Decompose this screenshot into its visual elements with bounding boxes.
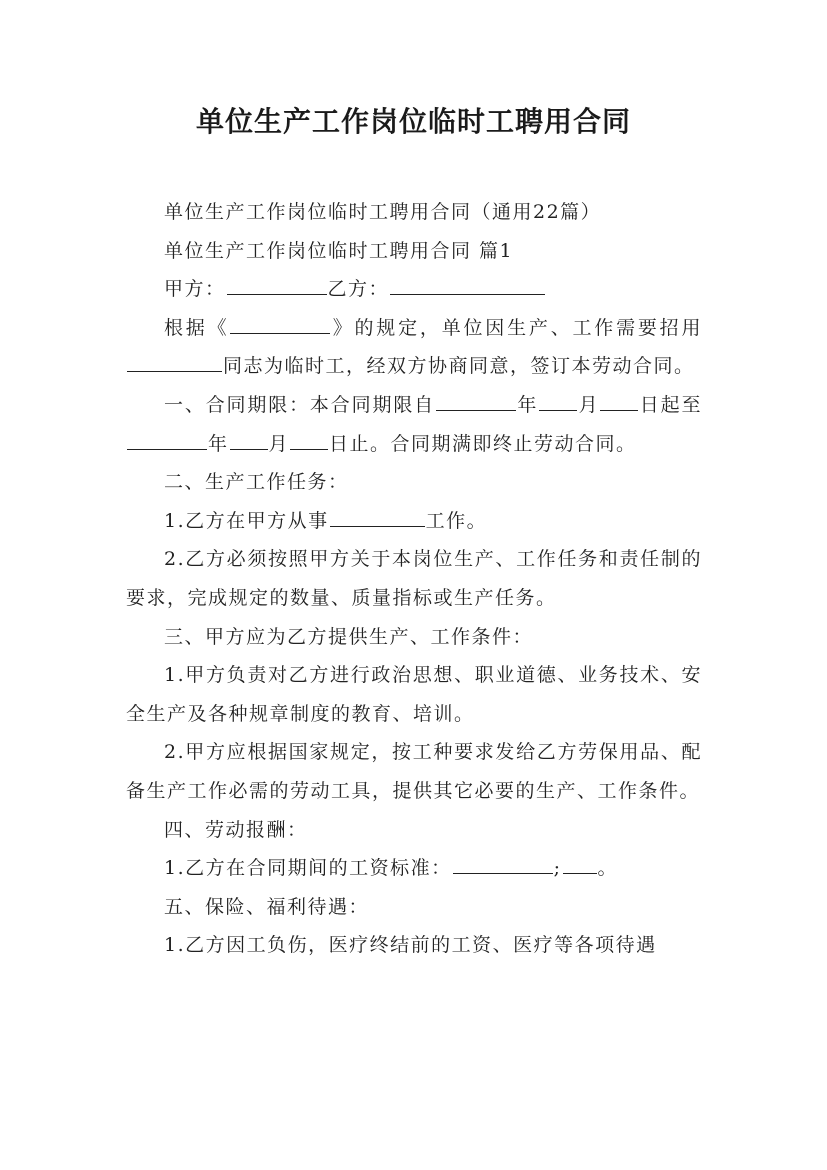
paragraph-text: 五、保险、福利待遇：: [164, 895, 370, 918]
fill-in-blank: [330, 506, 425, 527]
fill-in-blank: [453, 853, 553, 874]
paragraph-text: 根据《: [164, 316, 230, 339]
paragraph-text: 工作。: [425, 509, 488, 532]
paragraph-text: 一、合同期限：本合同期限自: [164, 393, 436, 416]
paragraph-text: ;: [553, 857, 562, 880]
paragraph-text: 乙方：: [327, 278, 390, 301]
fill-in-blank: [127, 429, 207, 450]
paragraph-text: 年: [208, 432, 229, 455]
fill-in-blank: [227, 274, 327, 295]
paragraph-text: 2.乙方必须按照甲方关于本岗位生产、工作任务和责任制的要求，完成规定的数量、质量指标或生产任务。: [126, 548, 702, 609]
paragraph: [126, 656, 702, 733]
paragraph: [126, 193, 702, 232]
paragraph-text: 单位生产工作岗位临时工聘用合同（通用22篇）: [164, 201, 602, 223]
paragraph: [126, 463, 702, 502]
paragraph-text: 月: [268, 432, 290, 455]
paragraph-text: 》的规定，单位因生产、工作需要招用: [331, 316, 702, 339]
paragraph: [126, 386, 702, 463]
paragraph-text: 1.乙方因工负伤，医疗终结前的工资、医疗等各项待遇: [164, 934, 657, 957]
paragraph: [126, 888, 702, 927]
fill-in-blank: [539, 390, 577, 411]
fill-in-blank: [563, 853, 597, 874]
paragraph-text: 1.乙方在合同期间的工资标准：: [164, 857, 452, 880]
fill-in-blank: [390, 274, 545, 295]
paragraph-text: 1.甲方负责对乙方进行政治思想、职业道德、业务技术、安全生产及各种规章制度的教育、培训。: [126, 664, 702, 725]
paragraph-text: 二、生产工作任务：: [164, 471, 349, 494]
paragraph: [126, 618, 702, 657]
paragraph: [126, 309, 702, 386]
fill-in-blank: [127, 351, 222, 372]
paragraph-text: 1.乙方在甲方从事: [164, 509, 329, 532]
fill-in-blank: [290, 429, 328, 450]
paragraph-text: 同志为临时工，经双方协商同意，签订本劳动合同。: [223, 355, 695, 378]
fill-in-blank: [436, 390, 516, 411]
paragraph-text: 月: [578, 393, 600, 416]
paragraph-text: 2.甲方应根据国家规定，按工种要求发给乙方劳保用品、配备生产工作必需的劳动工具，提供其它必要的生产、工作条件。: [126, 741, 702, 802]
paragraph-text: 日止。合同期满即终止劳动合同。: [329, 432, 637, 455]
paragraph-text: 三、甲方应为乙方提供生产、工作条件：: [164, 625, 534, 648]
document-body: [126, 193, 702, 965]
fill-in-blank: [600, 390, 638, 411]
paragraph: [126, 849, 702, 888]
paragraph: [126, 502, 702, 541]
paragraph-text: 年: [517, 393, 539, 416]
paragraph: [126, 270, 702, 309]
paragraph: [126, 733, 702, 810]
paragraph-text: 。: [597, 857, 619, 880]
paragraph: [126, 540, 702, 617]
paragraph: [126, 811, 702, 850]
fill-in-blank: [230, 313, 330, 334]
fill-in-blank: [230, 429, 268, 450]
paragraph: [126, 232, 702, 271]
paragraph-text: 日起至: [639, 393, 702, 416]
paragraph-text: 四、劳动报酬：: [164, 818, 308, 841]
document-title: 单位生产工作岗位临时工聘用合同: [195, 105, 631, 138]
paragraph-text: 甲方：: [164, 278, 226, 301]
paragraph-text: 单位生产工作岗位临时工聘用合同 篇1: [164, 239, 514, 262]
paragraph: [126, 926, 702, 965]
